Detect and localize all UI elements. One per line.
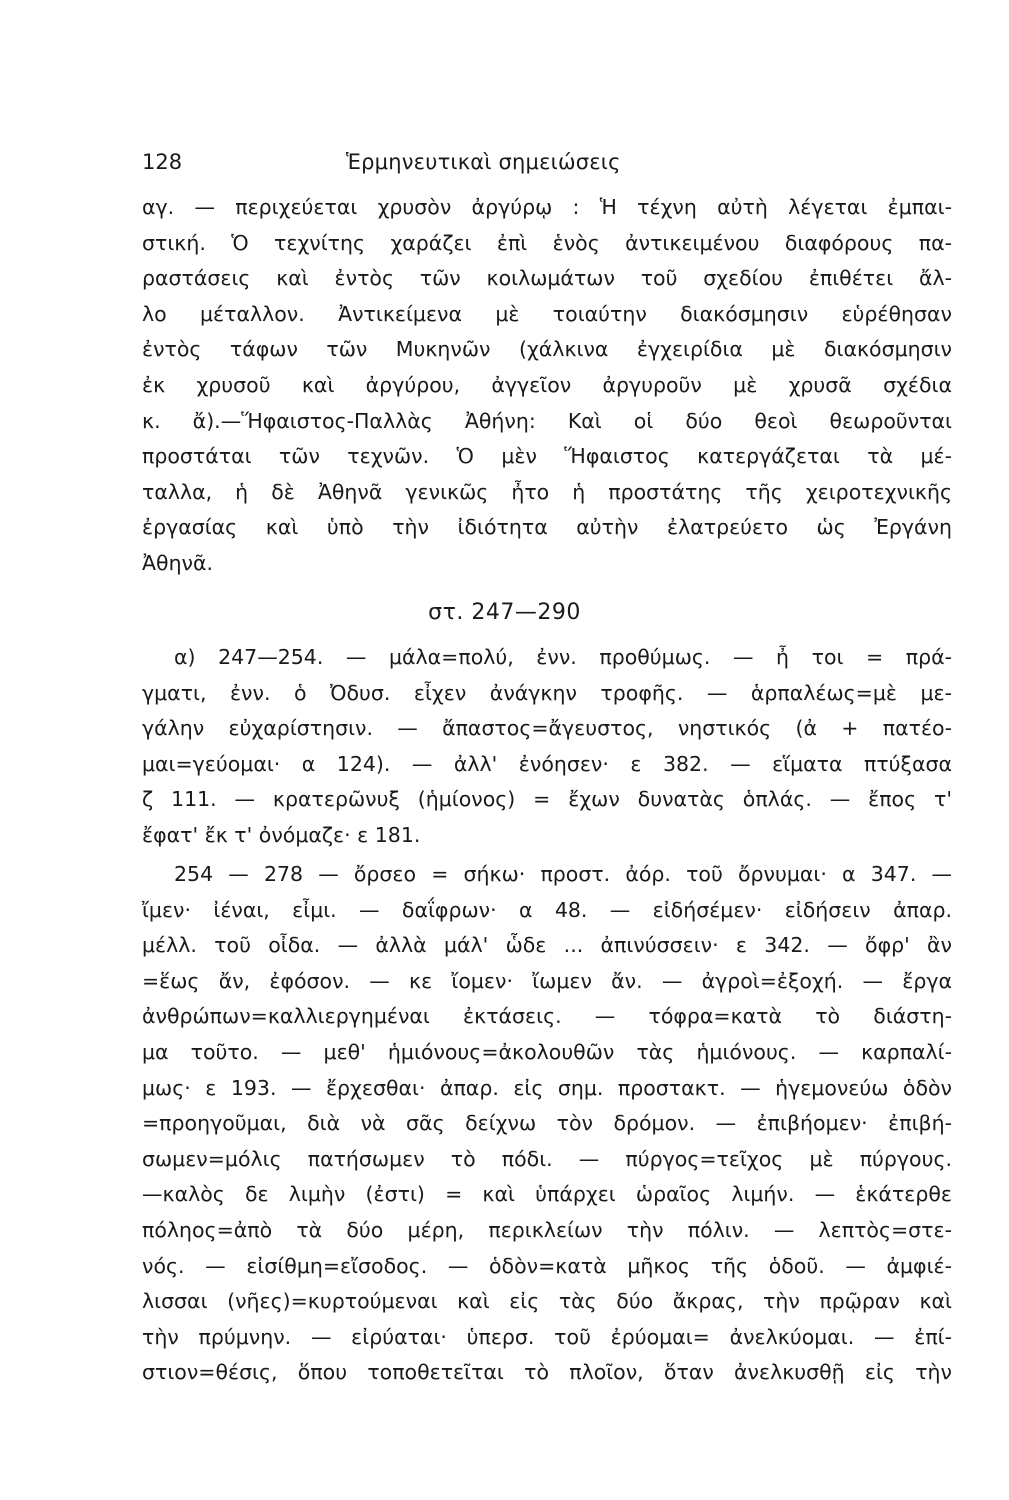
text-line: λισσαι (νῆες)=κυρτούμεναι καὶ εἰς τὰς δύο ἄκρας, τὴν πρῷραν καὶ xyxy=(142,1289,952,1314)
text-line: στιον=θέσις, ὅπου τοποθετεῖται τὸ πλοῖον, ὅταν ἀνελκυσθῇ εἰς τὴν xyxy=(142,1360,952,1385)
text-line: νός. — εἰσίθμη=εἴσοδος. — ὁδὸν=κατὰ μῆκος τῆς ὁδοῦ. — ἀμφιέ- xyxy=(142,1253,952,1278)
text-line: μως· ε 193. — ἔρχεσθαι· ἀπαρ. εἰς σημ. προστακτ. — ἡγεμονεύω ὁδὸν xyxy=(142,1075,952,1100)
text-line: προστάται τῶν τεχνῶν. Ὁ μὲν Ἥφαιστος κατεργάζεται τὰ μέ- xyxy=(142,444,952,469)
text-line: 254 — 278 — ὄρσεο = σήκω· προστ. ἀόρ. τοῦ ὄρνυμαι· α 347. — xyxy=(174,862,952,886)
text-line: γματι, ἐνν. ὁ Ὀδυσ. εἶχεν ἀνάγκην τροφῆς. — ἁρπαλέως=μὲ με- xyxy=(142,680,952,705)
page-number: 128 xyxy=(142,150,183,174)
text-line: μέλλ. τοῦ οἶδα. — ἀλλὰ μάλ' ὧδε ... ἀπινύσσειν· ε 342. — ὄφρ' ἂν xyxy=(142,933,952,958)
text-line: κ. ἄ).—Ἥφαιστος-Παλλὰς Ἀθήνη: Καὶ οἱ δύο θεοὶ θεωροῦνται xyxy=(142,408,952,433)
text-line: ταλλα, ἡ δὲ Ἀθηνᾶ γενικῶς ἦτο ἡ προστάτης τῆς χειροτεχνικῆς xyxy=(142,479,952,504)
text-line: λο μέταλλον. Ἀντικείμενα μὲ τοιαύτην διακόσμησιν εὑρέθησαν xyxy=(142,301,952,326)
page-header xyxy=(142,150,942,180)
text-line: ζ 111. — κρατερῶνυξ (ἡμίονος) = ἔχων δυνατὰς ὁπλάς. — ἔπος τ' xyxy=(142,787,952,812)
text-line: ἐκ χρυσοῦ καὶ ἀργύρου, ἀγγεῖον ἀργυροῦν μὲ χρυσᾶ σχέδια xyxy=(142,372,952,397)
running-title: Ἑρμηνευτικαὶ σημειώσεις xyxy=(346,150,621,174)
text-line: α) 247—254. — μάλα=πολύ, ἐνν. προθύμως. — ἦ τοι = πρά- xyxy=(174,645,952,669)
text-line: —καλὸς δε λιμὴν (ἐστι) = καὶ ὑπάρχει ὡραῖος λιμήν. — ἑκάτερθε xyxy=(142,1182,952,1207)
section-heading: στ. 247—290 xyxy=(428,600,581,625)
text-line: ραστάσεις καὶ ἐντὸς τῶν κοιλωμάτων τοῦ σχεδίου ἐπιθέτει ἄλ- xyxy=(142,266,952,291)
text-line: ἴμεν· ἰέναι, εἶμι. — δαΐφρων· α 48. — εἰδήσέμεν· εἰδήσειν ἀπαρ. xyxy=(142,897,952,922)
text-line: Ἀθηνᾶ. xyxy=(142,550,214,575)
commentary-paragraph-1 xyxy=(142,190,952,582)
text-line: μα τοῦτο. — μεθ' ἡμιόνους=ἀκολουθῶν τὰς ἡμιόνους. — καρπαλί- xyxy=(142,1039,952,1064)
commentary-paragraph-2 xyxy=(142,640,952,854)
commentary-paragraph-3 xyxy=(142,857,952,1391)
text-line: πόληος=ἀπὸ τὰ δύο μέρη, περικλείων τὴν πόλιν. — λεπτὸς=στε- xyxy=(142,1217,952,1242)
text-line: ἔφατ' ἔκ τ' ὀνόμαζε· ε 181. xyxy=(142,822,421,847)
text-line: =ἕως ἄν, ἐφόσον. — κε ἴομεν· ἴωμεν ἄν. — ἀγροὶ=ἐξοχή. — ἔργα xyxy=(142,968,952,993)
text-line: σωμεν=μόλις πατήσωμεν τὸ πόδι. — πύργος=τεῖχος μὲ πύργους. xyxy=(142,1146,952,1171)
text-line: ἐργασίας καὶ ὑπὸ τὴν ἰδιότητα αὐτὴν ἐλατρεύετο ὡς Ἐργάνη xyxy=(142,515,952,540)
text-line: =προηγοῦμαι, διὰ νὰ σᾶς δείχνω τὸν δρόμον. — ἐπιβήομεν· ἐπιβή- xyxy=(142,1111,952,1136)
text-line: ἐντὸς τάφων τῶν Μυκηνῶν (χάλκινα ἐγχειρίδια μὲ διακόσμησιν xyxy=(142,337,952,362)
text-line: μαι=γεύομαι· α 124). — ἀλλ' ἐνόησεν· ε 382. — εἵματα πτύξασα xyxy=(142,751,952,776)
text-line: γάλην εὐχαρίστησιν. — ἄπαστος=ἄγευστος, νηστικός (ἀ + πατέο- xyxy=(142,716,952,741)
text-line: στική. Ὁ τεχνίτης χαράζει ἐπὶ ἑνὸς ἀντικειμένου διαφόρους πα- xyxy=(142,230,952,255)
text-line: τὴν πρύμνην. — εἰρύαται· ὑπερσ. τοῦ ἐρύομαι= ἀνελκύομαι. — ἐπί- xyxy=(142,1324,952,1349)
text-line: ἀνθρώπων=καλλιεργημέναι ἐκτάσεις. — τόφρα=κατὰ τὸ διάστη- xyxy=(142,1004,952,1029)
text-line: αγ. — περιχεύεται χρυσὸν ἀργύρῳ : Ἡ τέχνη αὐτὴ λέγεται ἐμπαι- xyxy=(142,195,952,219)
